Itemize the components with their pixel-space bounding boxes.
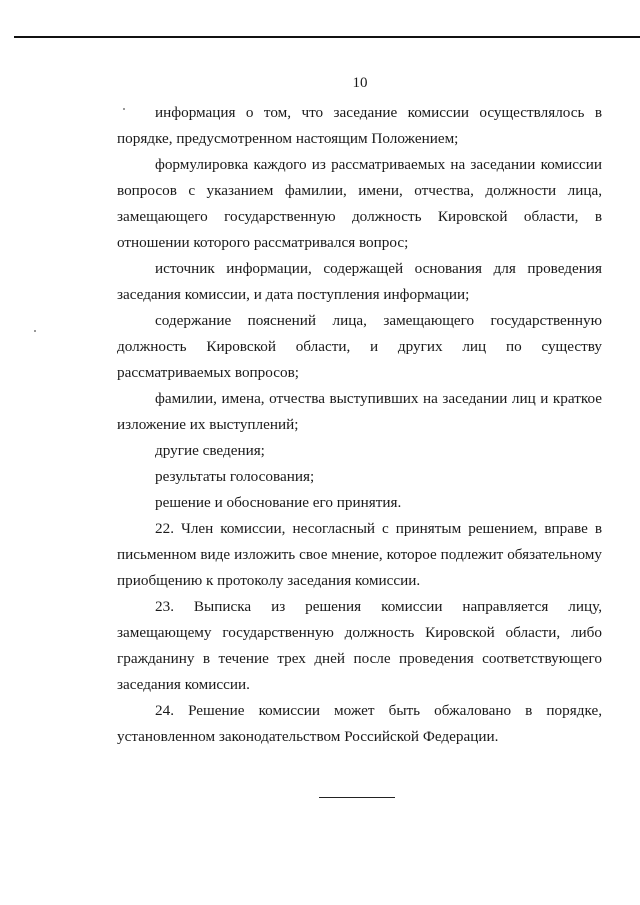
list-item: информация о том, что заседание комиссии осуществлялось в порядке, предусмотренном настоящим Положением; [117,104,602,147]
list-item: содержание пояснений лица, замещающего государственную должность Кировской области, и других лиц по существу рассматриваемых вопросов; [117,312,602,381]
closing-rule [319,797,395,798]
list-item: источник информации, содержащей основания для проведения заседания комиссии, и дата поступления информации; [117,260,602,303]
top-border-line [14,36,640,38]
page-number: 10 [352,75,368,91]
scan-speck [34,330,36,332]
clause-paragraph: 24. Решение комиссии может быть обжаловано в порядке, установленном законодательством Российской Федерации. [117,702,602,745]
list-item: формулировка каждого из рассматриваемых на заседании комиссии вопросов с указанием фамилии, имени, отчества, должности лица, замещающего государственную должность Кировской области, в отношении которого рассматривался вопрос; [117,156,602,251]
list-item: фамилии, имена, отчества выступивших на заседании лиц и краткое изложение их выступлений; [117,390,602,433]
list-item: решение и обоснование его принятия. [155,494,402,511]
clause-paragraph: 22. Член комиссии, несогласный с принятым решением, вправе в письменном виде изложить свое мнение, которое подлежит обязательному приобщению к протоколу заседания комиссии. [117,520,602,589]
clause-paragraph: 23. Выписка из решения комиссии направляется лицу, замещающему государственную должность Кировской области, либо гражданину в течение трех дней после проведения соответствующего заседания комиссии. [117,598,602,693]
list-item: результаты голосования; [155,468,315,485]
document-body [117,100,602,750]
list-item: другие сведения; [155,442,265,459]
